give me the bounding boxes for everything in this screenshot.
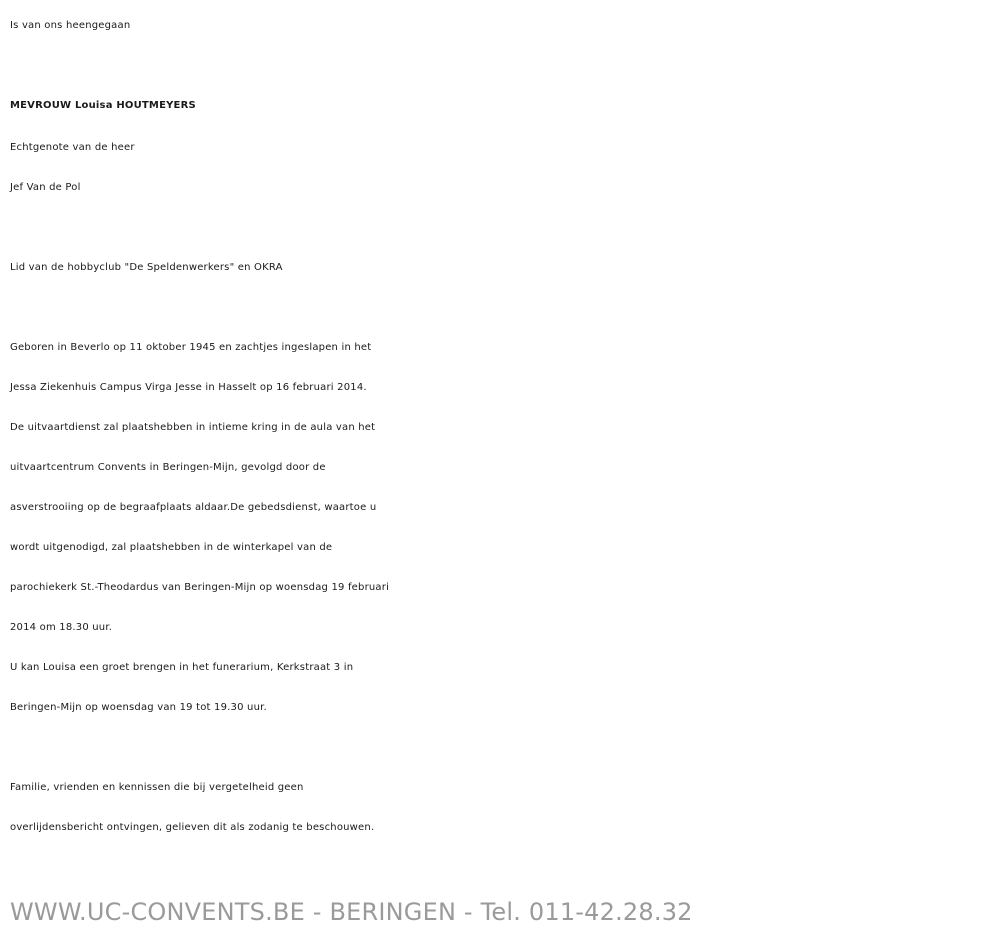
- closing-line: Familie, vrienden en kennissen die bij vergetelheid geen: [10, 782, 304, 793]
- body-line: uitvaartcentrum Convents in Beringen-Mijn, gevolgd door de: [10, 462, 326, 473]
- closing-line: overlijdensbericht ontvingen, gelieven dit als zodanig te beschouwen.: [10, 822, 375, 833]
- footer-contact: WWW.UC-CONVENTS.BE - BERINGEN - Tel. 011-42.28.32: [10, 898, 693, 926]
- spacer: [10, 288, 1000, 328]
- intro-text: Is van ons heengegaan: [10, 20, 131, 31]
- spacer: [10, 208, 1000, 248]
- body-line: wordt uitgenodigd, zal plaatshebben in de winterkapel van de: [10, 542, 333, 553]
- spouse-line: Echtgenote van de heer: [10, 142, 135, 153]
- body-line: parochiekerk St.-Theodardus van Beringen-Mijn op woensdag 19 februari: [10, 582, 390, 593]
- spouse-line: Jef Van de Pol: [10, 182, 81, 193]
- body-line: asverstrooiing op de begraafplaats aldaar.De gebedsdienst, waartoe u: [10, 502, 377, 513]
- body-line: Geboren in Beverlo op 11 oktober 1945 en zachtjes ingeslapen in het: [10, 342, 372, 353]
- body-line: Beringen-Mijn op woensdag van 19 tot 19.30 uur.: [10, 702, 267, 713]
- body-line: Jessa Ziekenhuis Campus Virga Jesse in Hasselt op 16 februari 2014.: [10, 382, 367, 393]
- body-line: U kan Louisa een groet brengen in het funerarium, Kerkstraat 3 in: [10, 662, 354, 673]
- body-line: 2014 om 18.30 uur.: [10, 622, 113, 633]
- deceased-name: MEVROUW Louisa HOUTMEYERS: [10, 100, 196, 111]
- spouse-block: [10, 128, 1000, 208]
- body-paragraph: [10, 328, 1000, 728]
- closing-paragraph: [10, 768, 1000, 848]
- body-line: De uitvaartdienst zal plaatshebben in intieme kring in de aula van het: [10, 422, 376, 433]
- spacer: [10, 728, 1000, 768]
- membership-text: Lid van de hobbyclub "De Speldenwerkers" en OKRA: [10, 262, 283, 273]
